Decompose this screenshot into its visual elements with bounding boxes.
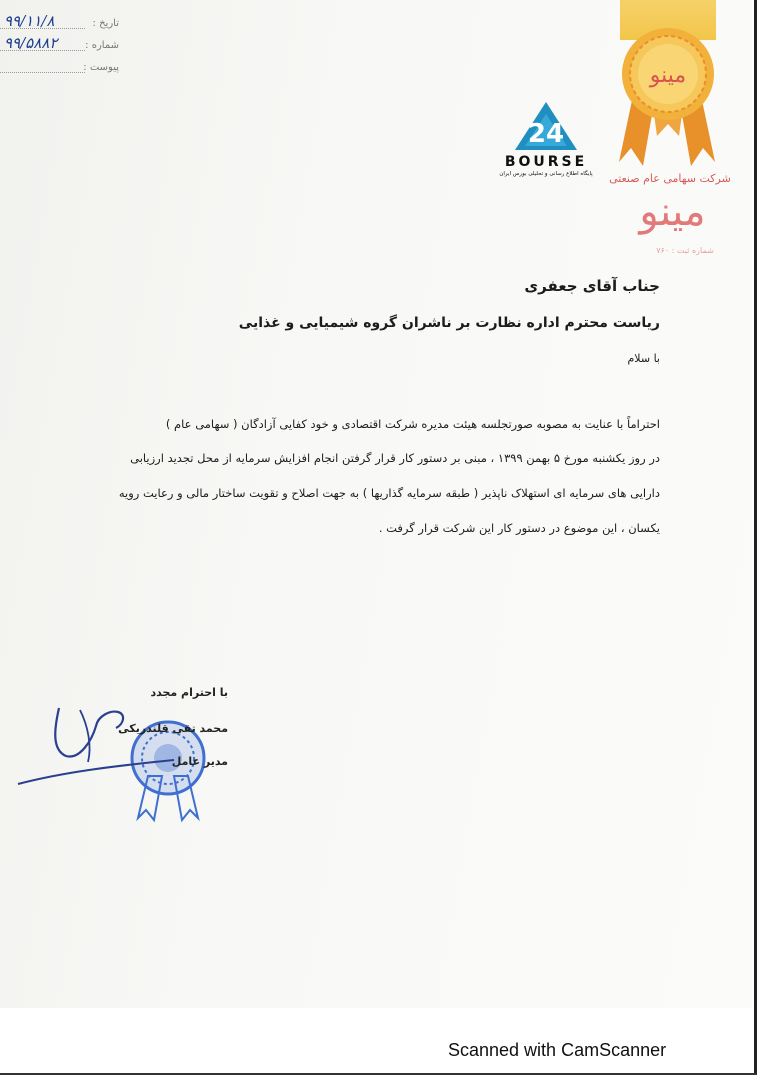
bourse-wordmark: BOURSE [504,154,588,170]
greeting: با سلام [627,352,660,365]
letter-meta-block [0,12,123,78]
paragraph-line: در روز یکشنبه مورخ ۵ بهمن ۱۳۹۹ ، مبنی بر دستور کار قرار گرفتن انجام افزایش سرمایه از محل تجدید ارزیابی [130,451,660,465]
registration-number: شماره ثبت : ۷۶۰ [656,246,714,255]
mino-logo-text: مینو [639,189,706,235]
recipient: جناب آقای جعفری [524,277,660,295]
number-label: شماره : [85,40,119,51]
handwritten-signature-icon [14,690,184,800]
attachment-row [0,56,123,78]
paragraph-line: یکسان ، این موضوع در دستور کار این شرکت قرار گرفت . [378,521,660,535]
mino-rosette-icon [613,16,723,172]
number-row [0,34,123,56]
svg-text:مینو: مینو [649,63,687,88]
bourse-subtitle: پایگاه اطلاع رسانی و تحلیلی بورس ایران [499,171,593,177]
date-value: ۹۹/۱۱/۸ [4,12,55,30]
signer-title: مدیر عامل [171,755,228,768]
date-label: تاریخ : [92,18,119,29]
bourse24-logo [498,100,594,177]
subject-line: ریاست محترم اداره نظارت بر ناشران گروه شیمیایی و غذایی [238,315,660,331]
closing-regards: با احترام مجدد [150,686,228,699]
signer-name: محمد تقی قلندریکی [118,722,228,735]
paragraph-line: دارایی های سرمایه ای استهلاک ناپذیر ( طبقه سرمایه گذاریها ) به جهت اصلاح و تقویت ساختار مالی و رعایت رویه [118,486,660,500]
camscanner-footer: Scanned with CamScanner [448,1040,667,1060]
number-value: ۹۹/۵۸۸۲ [4,34,58,52]
date-row [0,12,123,34]
paragraph-line: احتراماً با عنایت به مصوبه صورتجلسه هیئت مدیره شرکت اقتصادی و خود کفایی آزادگان ( سهامی عام ) [165,417,660,431]
bourse24-mark-icon [511,100,581,152]
company-name: شرکت سهامی عام صنعتی [609,172,731,185]
svg-text:24: 24 [527,119,565,149]
attachment-label: پیوست : [83,62,119,73]
